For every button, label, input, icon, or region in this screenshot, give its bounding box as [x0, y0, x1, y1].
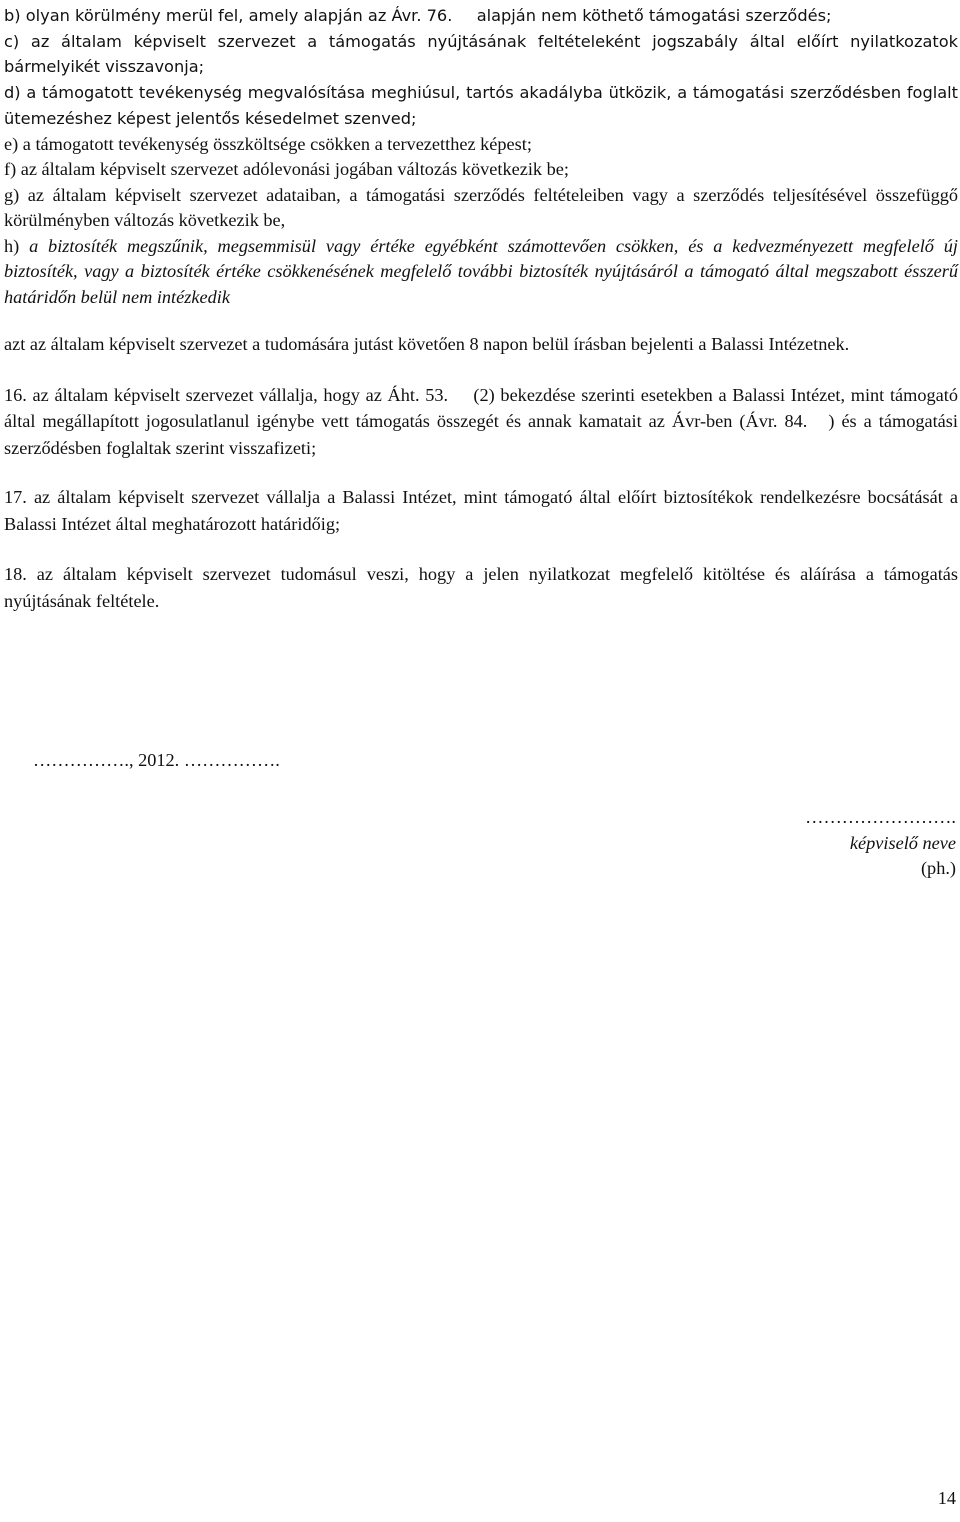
list-item-c: c) az általam képviselt szervezet a támogatás nyújtásának feltételeként jogszabály által előírt nyilatkozatok bármelyikét visszavonja;	[4, 31, 958, 77]
list-item-g: g) az általam képviselt szervezet adataiban, a támogatási szerződés feltételeiben vagy a szerződés teljesítésével összefüggő körülményben változás következik be,	[4, 184, 958, 231]
item-b-text-start: b) olyan körülmény merül fel, amely alapján az Ávr. 76.	[4, 6, 453, 25]
item-h-text: a biztosíték megszűnik, megsemmisül vagy értéke egyébként számottevően csökken, és a kedvezményezett megfelelő új biztosíték, vagy a biztosíték értéke csökkenésének megfelelő további biztosíték nyújtásáról a támogató által megszabott ésszerű határidőn belül nem intézkedik	[4, 235, 958, 307]
date-line: ……………., 2012. …………….	[33, 750, 280, 770]
list-item-h	[4, 234, 958, 311]
signature-block	[805, 805, 956, 882]
paragraph-18: 18. az általam képviselt szervezet tudomásul veszi, hogy a jelen nyilatkozat megfelelő kitöltése és aláírása a támogatás nyújtásának feltétele.	[4, 564, 958, 611]
para-16-part2: (2) bekezdése szerinti esetekben a Balassi Intézet, mint támogató által megállapított jogosulatlanul igénybe vett támogatás összegét és annak kamatait az Ávr-ben (Ávr. 84.	[4, 384, 958, 432]
item-b-text-end: alapján nem köthető támogatási szerződés;	[476, 6, 832, 25]
list-item-b	[4, 3, 958, 29]
paragraph-17: 17. az általam képviselt szervezet vállalja a Balassi Intézet, mint támogató által előírt biztosítékok rendelkezésre bocsátását a Balassi Intézet által meghatározott határidőig;	[4, 487, 958, 534]
list-item-e: e) a támogatott tevékenység összköltsége csökken a tervezetthez képest;	[4, 133, 532, 154]
para-16-part1: 16. az általam képviselt szervezet vállalja, hogy az Áht. 53.	[4, 384, 449, 405]
list-item-f: f) az általam képviselt szervezet adólevonási jogában változás következik be;	[4, 159, 569, 180]
paragraph-16	[4, 382, 958, 462]
list-item-d: d) a támogatott tevékenység megvalósítása meghiúsul, tartós akadályba ütközik, a támogatási szerződésben foglalt ütemezéshez képest jelentős késedelmet szenved;	[4, 83, 958, 128]
representative-name-label: képviselő neve	[849, 832, 956, 853]
page-number: 14	[937, 1488, 956, 1508]
para-16-part3: ) és a támogatási szerződésben foglaltak szerint visszafizeti;	[4, 411, 958, 458]
notify-paragraph: azt az általam képviselt szervezet a tudomására jutást követően 8 napon belül írásban bejelenti a Balassi Intézetnek.	[4, 334, 850, 355]
document-page	[4, 3, 958, 614]
stamp-label: (ph.)	[920, 858, 956, 878]
signature-dots: …………………….	[805, 807, 956, 827]
item-h-label: h)	[4, 235, 20, 256]
